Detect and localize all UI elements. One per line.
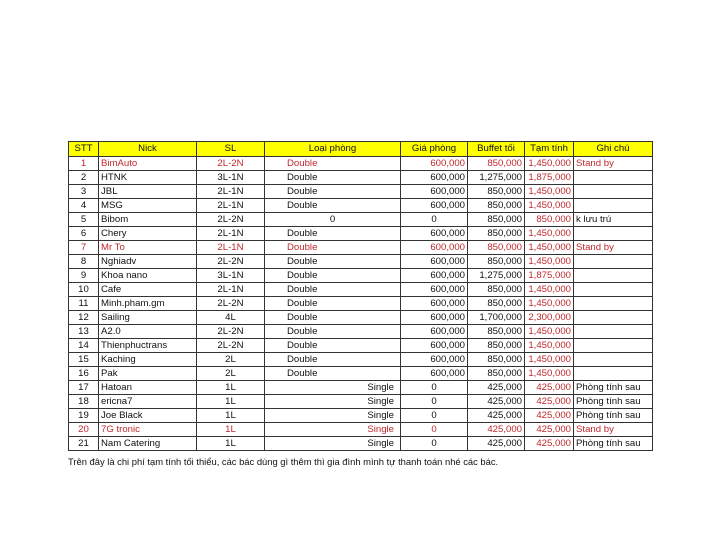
buffet-cell: 850,000 bbox=[468, 227, 525, 241]
room-price-cell: 600,000 bbox=[401, 171, 468, 185]
subtotal-cell: 1,450,000 bbox=[525, 199, 574, 213]
quantity-cell: 2L-2N bbox=[197, 339, 265, 353]
room-price-cell: 0 bbox=[401, 381, 468, 395]
quantity-cell: 2L-2N bbox=[197, 325, 265, 339]
table-body bbox=[69, 157, 653, 451]
nick-cell: MSG bbox=[99, 199, 197, 213]
room-type-cell: Double bbox=[265, 353, 401, 367]
header-buffet: Buffet tối bbox=[468, 142, 525, 157]
note-cell bbox=[574, 199, 653, 213]
subtotal-cell: 425,000 bbox=[525, 381, 574, 395]
quantity-cell: 2L-1N bbox=[197, 185, 265, 199]
room-price-cell: 0 bbox=[401, 409, 468, 423]
room-price-cell: 600,000 bbox=[401, 297, 468, 311]
row-number: 21 bbox=[69, 437, 99, 451]
room-price-cell: 600,000 bbox=[401, 157, 468, 171]
note-cell: Stand by bbox=[574, 241, 653, 255]
table-row bbox=[69, 395, 653, 409]
room-type-cell: Double bbox=[265, 199, 401, 213]
nick-cell: Minh.pham.gm bbox=[99, 297, 197, 311]
nick-cell: Hatoan bbox=[99, 381, 197, 395]
nick-cell: JBL bbox=[99, 185, 197, 199]
quantity-cell: 2L-1N bbox=[197, 227, 265, 241]
table-row bbox=[69, 269, 653, 283]
note-cell: k lưu trú bbox=[574, 213, 653, 227]
subtotal-cell: 1,450,000 bbox=[525, 255, 574, 269]
nick-cell: Joe Black bbox=[99, 409, 197, 423]
table-row bbox=[69, 311, 653, 325]
table-row bbox=[69, 325, 653, 339]
buffet-cell: 850,000 bbox=[468, 339, 525, 353]
subtotal-cell: 1,875,000 bbox=[525, 171, 574, 185]
buffet-cell: 850,000 bbox=[468, 367, 525, 381]
note-cell bbox=[574, 311, 653, 325]
row-number: 12 bbox=[69, 311, 99, 325]
table-row bbox=[69, 437, 653, 451]
room-price-cell: 600,000 bbox=[401, 199, 468, 213]
table-row bbox=[69, 353, 653, 367]
room-price-cell: 600,000 bbox=[401, 339, 468, 353]
row-number: 9 bbox=[69, 269, 99, 283]
table-row bbox=[69, 381, 653, 395]
buffet-cell: 850,000 bbox=[468, 353, 525, 367]
row-number: 10 bbox=[69, 283, 99, 297]
note-cell: Phòng tính sau bbox=[574, 381, 653, 395]
room-price-cell: 600,000 bbox=[401, 367, 468, 381]
header-subtotal: Tạm tính bbox=[525, 142, 574, 157]
buffet-cell: 850,000 bbox=[468, 283, 525, 297]
row-number: 8 bbox=[69, 255, 99, 269]
buffet-cell: 1,275,000 bbox=[468, 171, 525, 185]
room-price-cell: 600,000 bbox=[401, 325, 468, 339]
note-cell bbox=[574, 283, 653, 297]
header-stt: STT bbox=[69, 142, 99, 157]
note-cell bbox=[574, 269, 653, 283]
room-type-cell: Single bbox=[265, 423, 401, 437]
quantity-cell: 4L bbox=[197, 311, 265, 325]
subtotal-cell: 425,000 bbox=[525, 395, 574, 409]
row-number: 5 bbox=[69, 213, 99, 227]
table-row bbox=[69, 409, 653, 423]
row-number: 17 bbox=[69, 381, 99, 395]
row-number: 3 bbox=[69, 185, 99, 199]
booking-table bbox=[68, 141, 653, 451]
room-type-cell: Double bbox=[265, 311, 401, 325]
table-row bbox=[69, 423, 653, 437]
quantity-cell: 2L bbox=[197, 367, 265, 381]
row-number: 6 bbox=[69, 227, 99, 241]
quantity-cell: 2L bbox=[197, 353, 265, 367]
room-price-cell: 600,000 bbox=[401, 255, 468, 269]
buffet-cell: 850,000 bbox=[468, 199, 525, 213]
buffet-cell: 850,000 bbox=[468, 213, 525, 227]
subtotal-cell: 1,450,000 bbox=[525, 283, 574, 297]
nick-cell: Chery bbox=[99, 227, 197, 241]
room-type-cell: Double bbox=[265, 227, 401, 241]
note-cell bbox=[574, 367, 653, 381]
nick-cell: Nghiadv bbox=[99, 255, 197, 269]
nick-cell: Kaching bbox=[99, 353, 197, 367]
nick-cell: A2.0 bbox=[99, 325, 197, 339]
room-price-cell: 600,000 bbox=[401, 227, 468, 241]
buffet-cell: 1,275,000 bbox=[468, 269, 525, 283]
note-cell bbox=[574, 171, 653, 185]
subtotal-cell: 2,300,000 bbox=[525, 311, 574, 325]
subtotal-cell: 1,450,000 bbox=[525, 367, 574, 381]
room-type-cell: Double bbox=[265, 325, 401, 339]
nick-cell: HTNK bbox=[99, 171, 197, 185]
row-number: 4 bbox=[69, 199, 99, 213]
nick-cell: Bibom bbox=[99, 213, 197, 227]
table-row bbox=[69, 185, 653, 199]
note-cell bbox=[574, 353, 653, 367]
note-cell: Stand by bbox=[574, 423, 653, 437]
subtotal-cell: 1,450,000 bbox=[525, 297, 574, 311]
room-type-cell: Double bbox=[265, 297, 401, 311]
note-cell: Phòng tính sau bbox=[574, 437, 653, 451]
nick-cell: Mr To bbox=[99, 241, 197, 255]
buffet-cell: 850,000 bbox=[468, 325, 525, 339]
room-type-cell: Single bbox=[265, 409, 401, 423]
subtotal-cell: 1,450,000 bbox=[525, 339, 574, 353]
room-price-cell: 600,000 bbox=[401, 269, 468, 283]
buffet-cell: 425,000 bbox=[468, 381, 525, 395]
table-row bbox=[69, 367, 653, 381]
nick-cell: Khoa nano bbox=[99, 269, 197, 283]
header-nick: Nick bbox=[99, 142, 197, 157]
table-row bbox=[69, 297, 653, 311]
row-number: 19 bbox=[69, 409, 99, 423]
subtotal-cell: 1,875,000 bbox=[525, 269, 574, 283]
room-price-cell: 600,000 bbox=[401, 241, 468, 255]
room-type-cell: Double bbox=[265, 185, 401, 199]
nick-cell: Nam Catering bbox=[99, 437, 197, 451]
note-cell bbox=[574, 339, 653, 353]
subtotal-cell: 1,450,000 bbox=[525, 227, 574, 241]
row-number: 18 bbox=[69, 395, 99, 409]
room-type-cell: Single bbox=[265, 437, 401, 451]
quantity-cell: 2L-2N bbox=[197, 213, 265, 227]
row-number: 2 bbox=[69, 171, 99, 185]
quantity-cell: 2L-2N bbox=[197, 255, 265, 269]
booking-sheet bbox=[68, 141, 652, 451]
row-number: 16 bbox=[69, 367, 99, 381]
quantity-cell: 1L bbox=[197, 395, 265, 409]
subtotal-cell: 1,450,000 bbox=[525, 157, 574, 171]
room-type-cell: Double bbox=[265, 283, 401, 297]
subtotal-cell: 1,450,000 bbox=[525, 353, 574, 367]
room-price-cell: 0 bbox=[401, 423, 468, 437]
nick-cell: Pak bbox=[99, 367, 197, 381]
header-room-type: Loại phòng bbox=[265, 142, 401, 157]
table-row bbox=[69, 241, 653, 255]
table-row bbox=[69, 339, 653, 353]
quantity-cell: 2L-1N bbox=[197, 241, 265, 255]
row-number: 15 bbox=[69, 353, 99, 367]
nick-cell: ericna7 bbox=[99, 395, 197, 409]
note-cell bbox=[574, 297, 653, 311]
header-note: Ghi chú bbox=[574, 142, 653, 157]
nick-cell: BimAuto bbox=[99, 157, 197, 171]
buffet-cell: 850,000 bbox=[468, 185, 525, 199]
buffet-cell: 425,000 bbox=[468, 423, 525, 437]
quantity-cell: 1L bbox=[197, 423, 265, 437]
row-number: 1 bbox=[69, 157, 99, 171]
room-type-cell: Double bbox=[265, 241, 401, 255]
nick-cell: Sailing bbox=[99, 311, 197, 325]
nick-cell: Cafe bbox=[99, 283, 197, 297]
footnote: Trên đây là chi phí tạm tính tối thiểu, các bác dùng gì thêm thì gia đình mình tự thanh toán nhé các bác. bbox=[68, 456, 499, 467]
buffet-cell: 850,000 bbox=[468, 241, 525, 255]
room-price-cell: 600,000 bbox=[401, 185, 468, 199]
room-price-cell: 600,000 bbox=[401, 311, 468, 325]
room-price-cell: 0 bbox=[401, 213, 468, 227]
quantity-cell: 2L-1N bbox=[197, 283, 265, 297]
room-type-cell: Double bbox=[265, 255, 401, 269]
table-row bbox=[69, 199, 653, 213]
table-row bbox=[69, 157, 653, 171]
buffet-cell: 425,000 bbox=[468, 437, 525, 451]
room-price-cell: 0 bbox=[401, 437, 468, 451]
room-type-cell: Single bbox=[265, 381, 401, 395]
subtotal-cell: 1,450,000 bbox=[525, 185, 574, 199]
note-cell bbox=[574, 185, 653, 199]
row-number: 20 bbox=[69, 423, 99, 437]
row-number: 13 bbox=[69, 325, 99, 339]
subtotal-cell: 1,450,000 bbox=[525, 325, 574, 339]
room-type-cell: Double bbox=[265, 339, 401, 353]
table-row bbox=[69, 255, 653, 269]
room-type-cell: Double bbox=[265, 171, 401, 185]
note-cell bbox=[574, 227, 653, 241]
table-row bbox=[69, 171, 653, 185]
quantity-cell: 1L bbox=[197, 409, 265, 423]
buffet-cell: 1,700,000 bbox=[468, 311, 525, 325]
subtotal-cell: 425,000 bbox=[525, 423, 574, 437]
note-cell bbox=[574, 325, 653, 339]
header-room-price: Giá phòng bbox=[401, 142, 468, 157]
buffet-cell: 425,000 bbox=[468, 409, 525, 423]
room-type-cell: 0 bbox=[265, 213, 401, 227]
room-type-cell: Single bbox=[265, 395, 401, 409]
buffet-cell: 425,000 bbox=[468, 395, 525, 409]
quantity-cell: 2L-1N bbox=[197, 199, 265, 213]
subtotal-cell: 850,000 bbox=[525, 213, 574, 227]
quantity-cell: 1L bbox=[197, 437, 265, 451]
room-price-cell: 600,000 bbox=[401, 353, 468, 367]
buffet-cell: 850,000 bbox=[468, 157, 525, 171]
subtotal-cell: 1,450,000 bbox=[525, 241, 574, 255]
subtotal-cell: 425,000 bbox=[525, 437, 574, 451]
note-cell bbox=[574, 255, 653, 269]
table-row bbox=[69, 227, 653, 241]
row-number: 7 bbox=[69, 241, 99, 255]
header-row bbox=[69, 142, 653, 157]
room-type-cell: Double bbox=[265, 367, 401, 381]
table-row bbox=[69, 213, 653, 227]
note-cell: Stand by bbox=[574, 157, 653, 171]
quantity-cell: 2L-2N bbox=[197, 157, 265, 171]
buffet-cell: 850,000 bbox=[468, 297, 525, 311]
quantity-cell: 1L bbox=[197, 381, 265, 395]
note-cell: Phòng tính sau bbox=[574, 409, 653, 423]
room-price-cell: 0 bbox=[401, 395, 468, 409]
nick-cell: 7G tronic bbox=[99, 423, 197, 437]
header-sl: SL bbox=[197, 142, 265, 157]
quantity-cell: 2L-2N bbox=[197, 297, 265, 311]
room-type-cell: Double bbox=[265, 269, 401, 283]
row-number: 11 bbox=[69, 297, 99, 311]
row-number: 14 bbox=[69, 339, 99, 353]
buffet-cell: 850,000 bbox=[468, 255, 525, 269]
nick-cell: Thienphuctrans bbox=[99, 339, 197, 353]
table-row bbox=[69, 283, 653, 297]
quantity-cell: 3L-1N bbox=[197, 269, 265, 283]
room-price-cell: 600,000 bbox=[401, 283, 468, 297]
room-type-cell: Double bbox=[265, 157, 401, 171]
subtotal-cell: 425,000 bbox=[525, 409, 574, 423]
note-cell: Phòng tính sau bbox=[574, 395, 653, 409]
quantity-cell: 3L-1N bbox=[197, 171, 265, 185]
